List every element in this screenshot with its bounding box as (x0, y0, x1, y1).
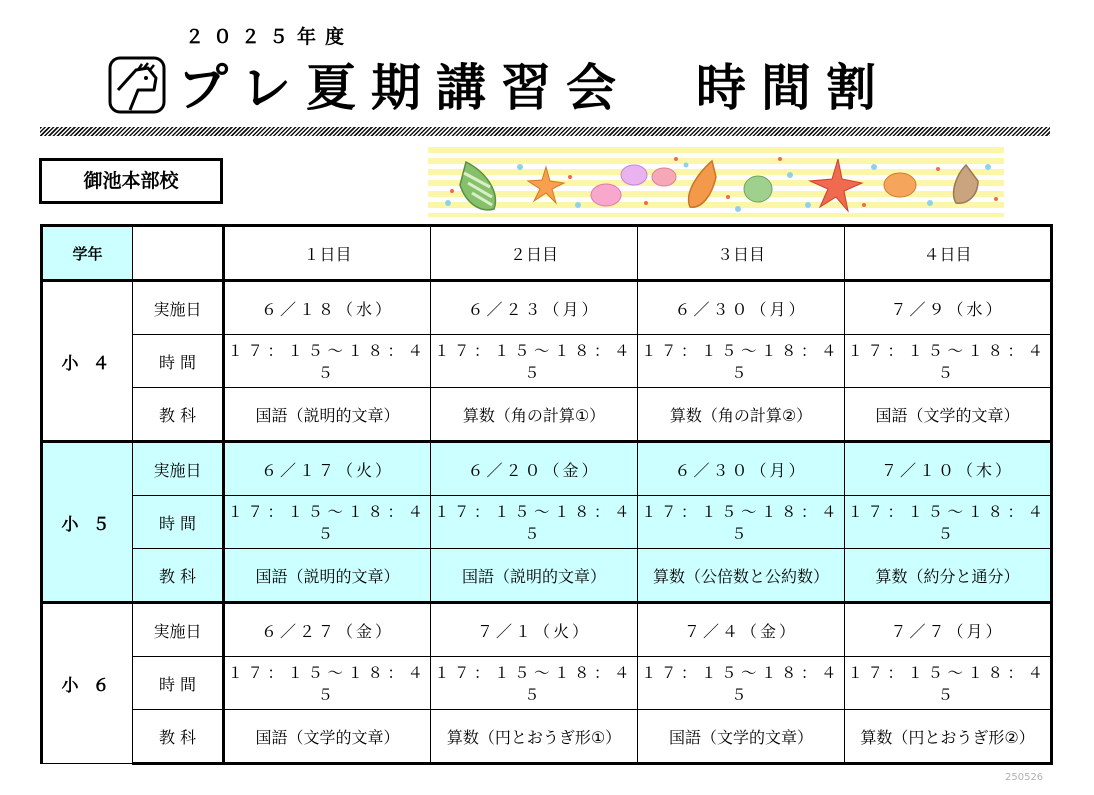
shell-icon (744, 176, 772, 202)
shell-icon (460, 162, 495, 210)
time-row-label: 時 間 (133, 335, 224, 388)
date-row-label: 実施日 (133, 281, 224, 335)
time-cell: １７：１５～１８：４５ (224, 657, 431, 710)
table-row (42, 335, 1052, 388)
time-cell: １７：１５～１８：４５ (845, 335, 1052, 388)
table-row (42, 603, 1052, 657)
date-cell: ６／２７（金） (224, 603, 431, 657)
date-cell: ６／２０（金） (431, 442, 638, 496)
day-header: ４日目 (845, 226, 1052, 281)
shell-icon (884, 173, 916, 197)
shell-icon (591, 165, 676, 206)
date-cell: ７／９（水） (845, 281, 1052, 335)
label-column-header (133, 226, 224, 281)
subject-cell: 算数（角の計算①） (431, 388, 638, 442)
time-cell: １７：１５～１８：４５ (224, 335, 431, 388)
seashell-banner (428, 147, 1004, 217)
table-row (42, 657, 1052, 710)
shell-icon (954, 165, 978, 203)
subject-row-label: 教 科 (133, 710, 224, 764)
date-row-label: 実施日 (133, 603, 224, 657)
time-cell: １７：１５～１８：４５ (638, 657, 845, 710)
subject-cell: 国語（説明的文章） (224, 549, 431, 603)
time-cell: １７：１５～１８：４５ (638, 335, 845, 388)
date-cell: ７／７（月） (845, 603, 1052, 657)
grade-column-header: 学年 (42, 226, 133, 281)
time-cell: １７：１５～１８：４５ (845, 657, 1052, 710)
time-cell: １７：１５～１８：４５ (638, 496, 845, 549)
time-cell: １７：１５～１８：４５ (431, 496, 638, 549)
date-cell: ７／１０（木） (845, 442, 1052, 496)
subject-cell: 国語（文学的文章） (845, 388, 1052, 442)
subject-cell: 国語（文学的文章） (638, 710, 845, 764)
date-cell: ６／３０（月） (638, 442, 845, 496)
time-cell: １７：１５～１８：４５ (845, 496, 1052, 549)
shell-icon (689, 161, 716, 207)
table-row (42, 281, 1052, 335)
subject-cell: 算数（円とおうぎ形②） (845, 710, 1052, 764)
subject-cell: 算数（円とおうぎ形①） (431, 710, 638, 764)
time-cell: １７：１５～１８：４５ (431, 335, 638, 388)
date-cell: ６／３０（月） (638, 281, 845, 335)
school-year: ２０２５年度 (185, 26, 354, 48)
date-cell: ７／４（金） (638, 603, 845, 657)
hatched-divider (40, 127, 1050, 136)
day-header: ３日目 (638, 226, 845, 281)
subject-row-label: 教 科 (133, 549, 224, 603)
grade-label: 小 ４ (42, 281, 133, 442)
table-row (42, 388, 1052, 442)
subject-cell: 国語（説明的文章） (224, 388, 431, 442)
header-row (42, 226, 1052, 281)
date-cell: ６／２３（月） (431, 281, 638, 335)
horse-logo-icon (108, 56, 166, 114)
timetable (40, 224, 1053, 765)
grade-label: 小 ５ (42, 442, 133, 603)
campus-label: 御池本部校 (39, 158, 223, 204)
subject-cell: 算数（約分と通分） (845, 549, 1052, 603)
starfish-icon (528, 167, 564, 203)
time-cell: １７：１５～１８：４５ (224, 496, 431, 549)
subject-cell: 国語（説明的文章） (431, 549, 638, 603)
date-cell: ６／１８（水） (224, 281, 431, 335)
day-header: ２日目 (431, 226, 638, 281)
date-row-label: 実施日 (133, 442, 224, 496)
subject-cell: 国語（文学的文章） (224, 710, 431, 764)
time-cell: １７：１５～１８：４５ (431, 657, 638, 710)
day-header: １日目 (224, 226, 431, 281)
date-cell: ７／１（火） (431, 603, 638, 657)
table-row (42, 549, 1052, 603)
grade-label: 小 ６ (42, 603, 133, 764)
date-cell: ６／１７（火） (224, 442, 431, 496)
table-row (42, 496, 1052, 549)
document-code: 250526 (1005, 772, 1044, 783)
time-row-label: 時 間 (133, 657, 224, 710)
page-title: プレ夏期講習会 時間割 (178, 59, 891, 117)
starfish-icon (810, 159, 862, 211)
table-row (42, 710, 1052, 764)
time-row-label: 時 間 (133, 496, 224, 549)
table-row (42, 442, 1052, 496)
subject-cell: 算数（角の計算②） (638, 388, 845, 442)
subject-row-label: 教 科 (133, 388, 224, 442)
subject-cell: 算数（公倍数と公約数） (638, 549, 845, 603)
